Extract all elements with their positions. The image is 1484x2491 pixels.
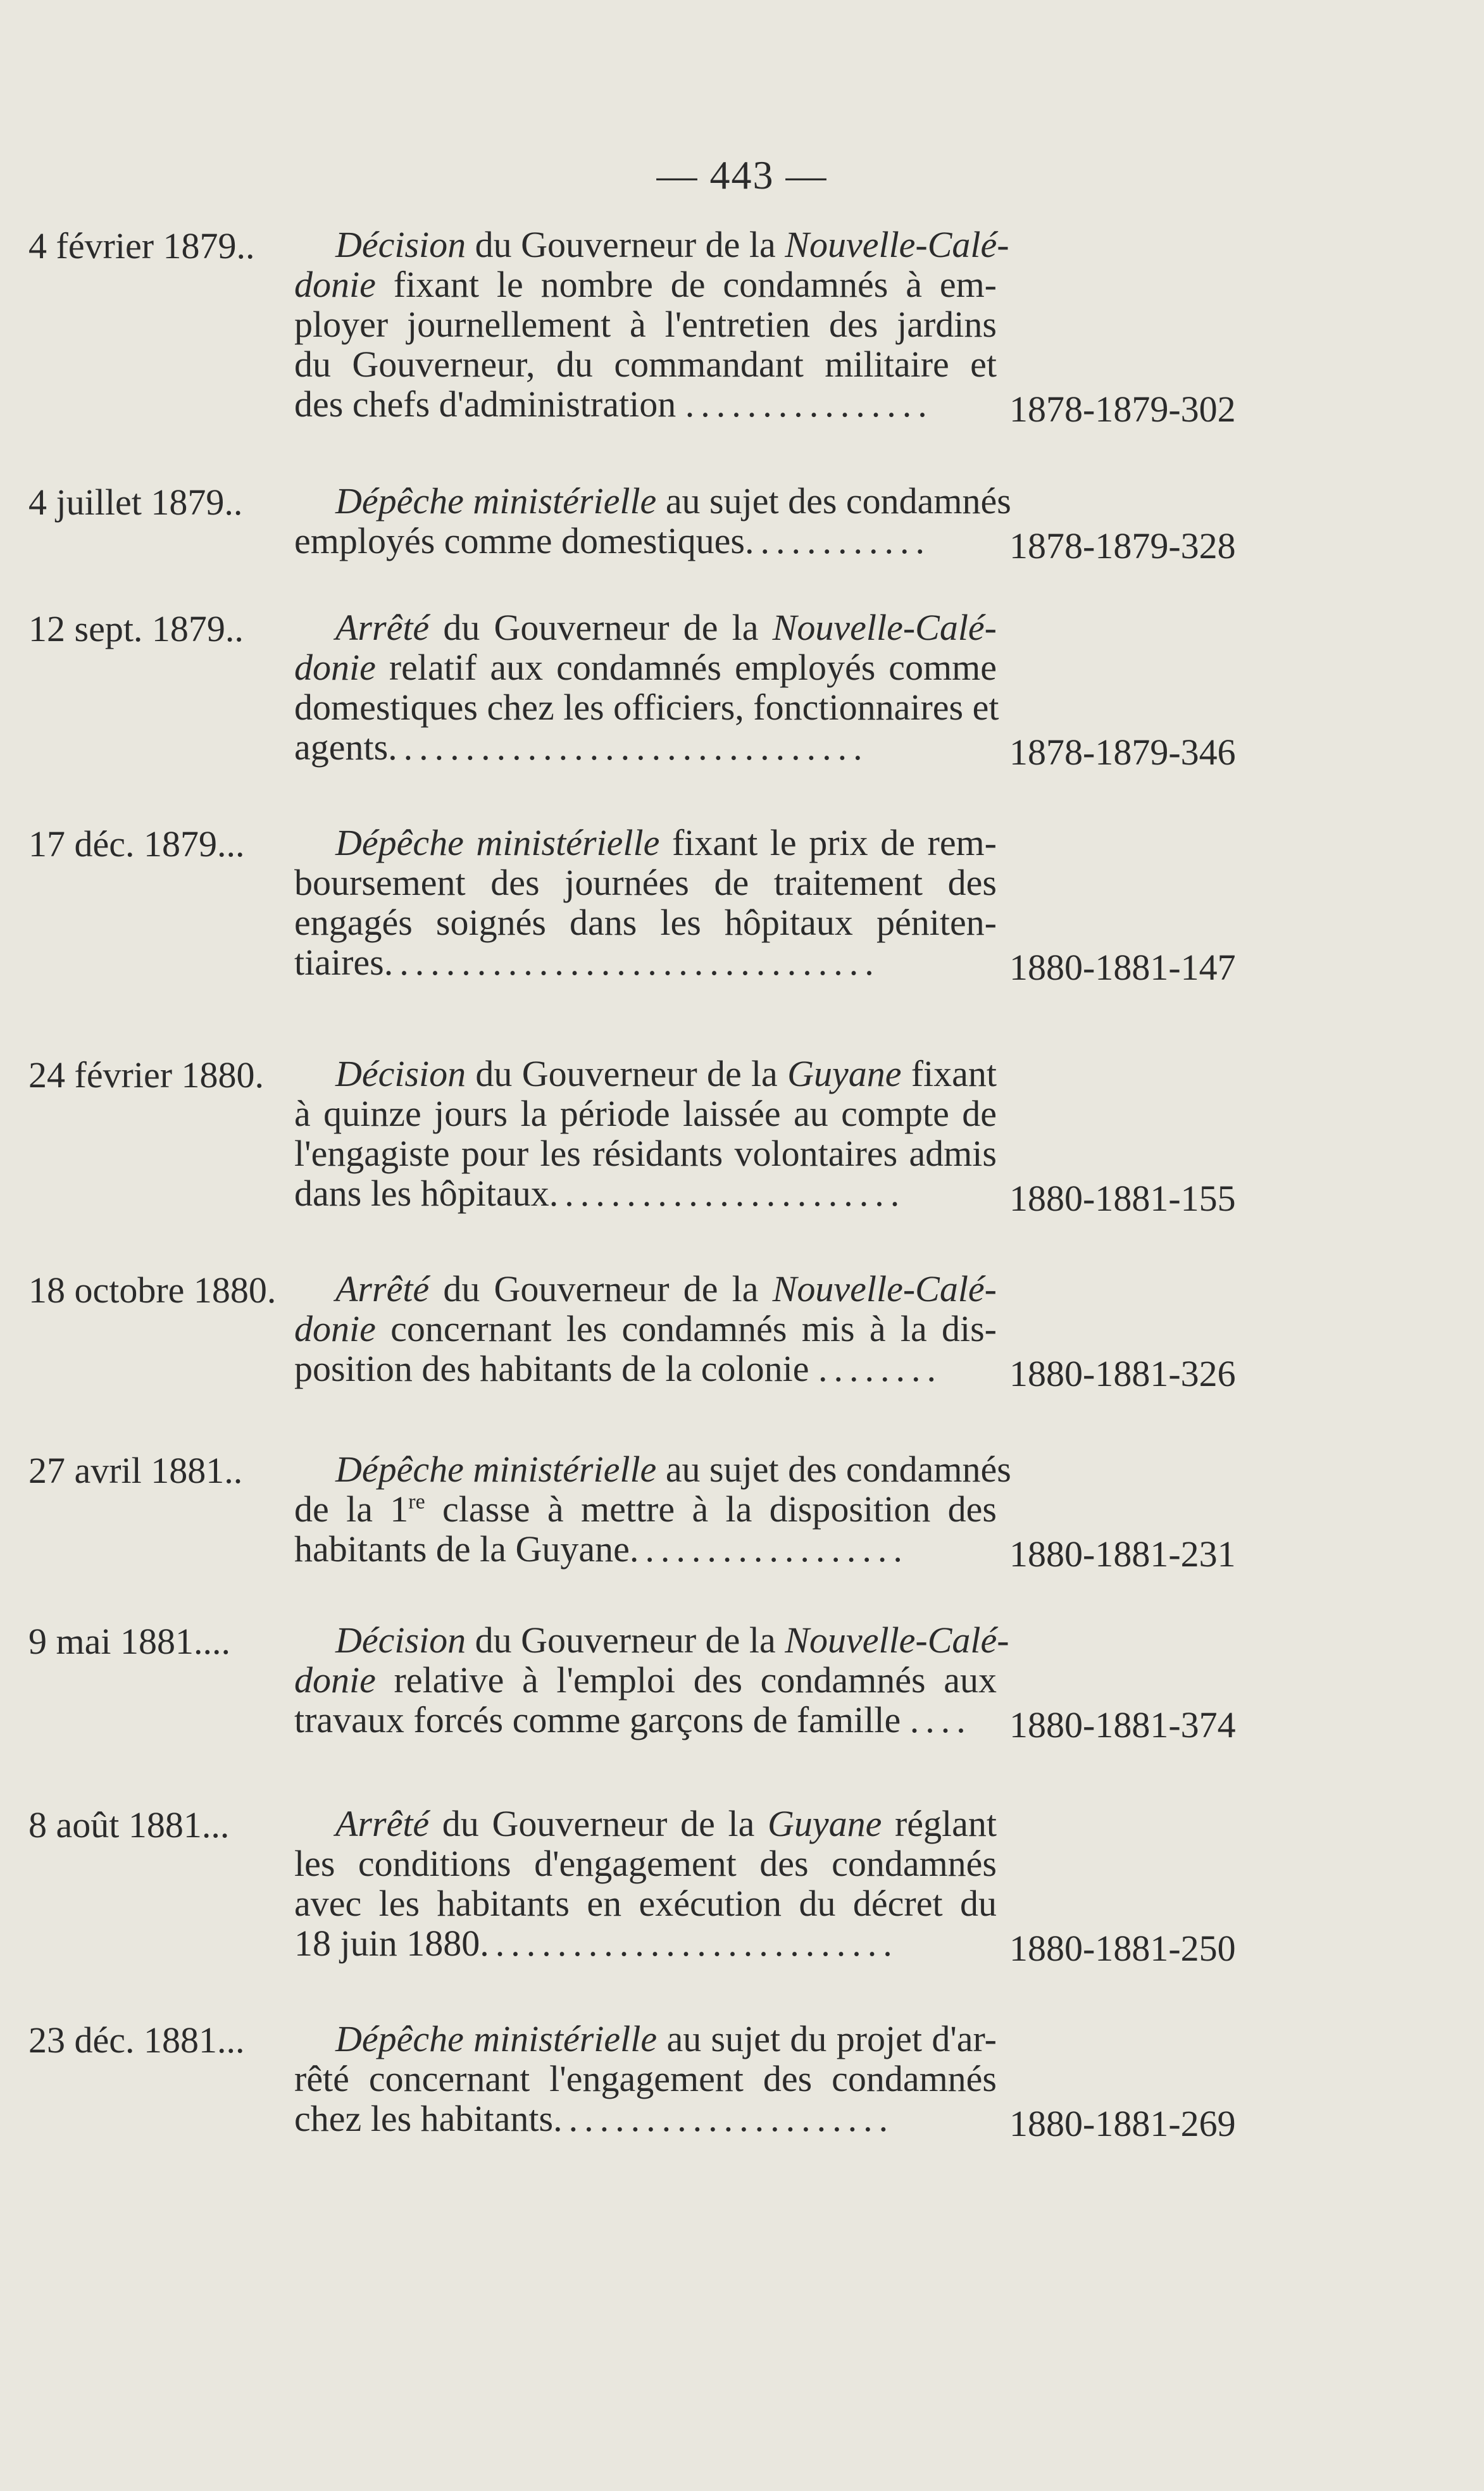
italic-term: Guyane: [767, 1803, 882, 1844]
entry-date: 8 août 1881...: [28, 1804, 230, 1845]
line-text: habitants de la Guyane: [294, 1528, 630, 1570]
entry-date: 24 février 1880.: [28, 1054, 265, 1096]
dot-leader: .......................: [549, 1173, 906, 1213]
line-text: ployer journellement à l'entretien des jardins: [294, 304, 997, 345]
italic-term: Dépêche ministérielle: [335, 1449, 657, 1490]
line-text: Dépêche ministérielle au sujet des condamnés: [335, 1449, 1011, 1490]
italic-term: donie: [294, 264, 376, 305]
line-text: à quinze jours la période laissée au compte de: [294, 1093, 997, 1134]
entry-date: 27 avril 1881..: [28, 1450, 243, 1491]
description-line: [294, 608, 997, 647]
description-line: [294, 1133, 997, 1173]
description-line: [294, 1094, 997, 1133]
line-text: rêté concernant l'engagement des condamnés: [294, 2058, 997, 2099]
italic-term: Nouvelle-Calé-: [785, 1620, 1009, 1661]
line-text: Décision du Gouverneur de la Nouvelle-Calé-: [335, 1620, 1009, 1661]
description-line: [294, 863, 997, 902]
entry-description: [294, 224, 1009, 425]
line-text: Décision du Gouverneur de la Nouvelle-Calé-: [335, 224, 1009, 265]
italic-term: Décision: [335, 224, 466, 265]
italic-term: Nouvelle-Calé-: [772, 1268, 997, 1309]
description-line: [294, 384, 997, 424]
entry-date: 18 octobre 1880.: [28, 1270, 277, 1311]
line-text: donie concernant les condamnés mis à la dis-: [294, 1308, 997, 1349]
description-line: [294, 2019, 997, 2059]
description-line: [294, 942, 997, 982]
entry-date: 9 mai 1881....: [28, 1621, 230, 1662]
italic-term: Décision: [335, 1620, 466, 1661]
line-text: Arrêté du Gouverneur de la Guyane réglant: [335, 1803, 997, 1844]
dot-leader: ............: [744, 521, 931, 561]
dot-leader: ..................: [629, 1529, 909, 1569]
entry-description: [294, 1804, 997, 1963]
description-line: [294, 687, 997, 727]
description-line: [294, 1620, 1009, 1661]
page-number: — 443 —: [656, 153, 828, 197]
dot-leader: ......................: [553, 2099, 895, 2138]
description-line: [294, 1660, 997, 1700]
italic-term: donie: [294, 647, 376, 688]
dot-leader: ................................: [383, 942, 880, 982]
line-text: 18 juin 1880: [294, 1923, 480, 1964]
entry-date: 12 sept. 1879..: [28, 608, 244, 649]
description-line: [294, 2059, 997, 2099]
entry-date: 4 juillet 1879..: [28, 482, 243, 523]
line-text: Décision du Gouverneur de la Guyane fixant: [335, 1053, 997, 1094]
line-text: de la 1re classe à mettre à la disposition des: [294, 1489, 997, 1530]
line-text: donie relative à l'emploi des condamnés aux: [294, 1659, 997, 1701]
entry-description: [294, 480, 1011, 561]
entry-reference: 1880-1881-231: [1009, 1533, 1236, 1575]
line-text: Dépêche ministérielle au sujet du projet d'ar-: [335, 2018, 997, 2059]
line-text: des chefs d'administration: [294, 384, 685, 425]
line-text: travaux forcés comme garçons de famille: [294, 1699, 910, 1740]
entry-description: [294, 823, 997, 982]
entry-date: 23 déc. 1881...: [28, 2020, 245, 2061]
line-text: tiaires: [294, 942, 384, 983]
line-text: du Gouverneur, du commandant militaire et: [294, 344, 997, 385]
line-text: Dépêche ministérielle fixant le prix de rem-: [335, 822, 997, 863]
line-text: donie relatif aux condamnés employés comme: [294, 647, 997, 688]
italic-term: Dépêche ministérielle: [335, 2018, 658, 2059]
italic-term: donie: [294, 1659, 376, 1701]
description-line: [294, 902, 997, 942]
line-text: boursement des journées de traitement des: [294, 862, 997, 903]
entry-reference: 1880-1881-250: [1009, 1928, 1236, 1969]
entry-description: [294, 2019, 997, 2138]
dot-leader: ...............................: [388, 727, 869, 767]
description-line: [294, 1173, 997, 1213]
entry-reference: 1878-1879-328: [1009, 525, 1236, 566]
description-line: [294, 823, 997, 863]
entry-reference: 1878-1879-346: [1009, 732, 1236, 773]
line-text: Arrêté du Gouverneur de la Nouvelle-Calé-: [335, 607, 997, 648]
italic-term: Décision: [335, 1053, 466, 1094]
description-line: [294, 1309, 997, 1349]
italic-term: Dépêche ministérielle: [335, 822, 660, 863]
description-line: [294, 1054, 997, 1094]
line-text: Arrêté du Gouverneur de la Nouvelle-Calé-: [335, 1268, 997, 1309]
entry-reference: 1880-1881-374: [1009, 1704, 1236, 1745]
entry-description: [294, 608, 997, 767]
description-line: [294, 1489, 997, 1529]
dot-leader: ................: [685, 384, 933, 424]
italic-term: Nouvelle-Calé-: [772, 607, 997, 648]
description-line: [294, 1449, 1011, 1490]
description-line: [294, 480, 1011, 521]
dot-leader: ........: [818, 1349, 942, 1389]
entry-description: [294, 1620, 1009, 1740]
line-text: les conditions d'engagement des condamnés: [294, 1843, 997, 1884]
line-text: l'engagiste pour les résidants volontaires admis: [294, 1133, 997, 1174]
italic-term: Arrêté: [335, 1803, 430, 1844]
entry-reference: 1880-1881-326: [1009, 1353, 1236, 1394]
italic-term: Dépêche ministérielle: [335, 480, 657, 521]
line-text: position des habitants de la colonie: [294, 1348, 818, 1389]
entry-reference: 1880-1881-147: [1009, 947, 1236, 988]
entry-reference: 1880-1881-155: [1009, 1178, 1236, 1219]
description-line: [294, 1529, 997, 1569]
entry-date: 17 déc. 1879...: [28, 823, 245, 865]
line-text: chez les habitants: [294, 2098, 554, 2139]
description-line: [294, 727, 997, 767]
description-line: [294, 344, 997, 384]
italic-term: Guyane: [787, 1053, 902, 1094]
description-line: [294, 1883, 997, 1923]
line-text: engagés soignés dans les hôpitaux péniten-: [294, 902, 997, 943]
description-line: [294, 1700, 997, 1740]
superscript: re: [408, 1490, 425, 1514]
description-line: [294, 647, 997, 687]
line-text: agents: [294, 727, 389, 768]
description-line: [294, 1844, 997, 1883]
description-line: [294, 1269, 997, 1309]
entry-description: [294, 1449, 1011, 1570]
entry-reference: 1878-1879-302: [1009, 389, 1236, 430]
italic-term: Arrêté: [335, 607, 430, 648]
line-text: employés comme domestiques: [294, 520, 745, 561]
description-line: [294, 2099, 997, 2138]
line-text: domestiques chez les officiers, fonctionnaires et: [294, 687, 999, 728]
description-line: [294, 304, 997, 344]
dot-leader: ...........................: [480, 1923, 899, 1963]
description-line: [294, 1923, 997, 1963]
entry-date: 4 février 1879..: [28, 225, 255, 266]
line-text: dans les hôpitaux: [294, 1173, 549, 1214]
description-line: [294, 224, 1009, 265]
line-text: donie fixant le nombre de condamnés à em-: [294, 264, 997, 305]
entry-description: [294, 1054, 997, 1213]
italic-term: Nouvelle-Calé-: [785, 224, 1009, 265]
line-text: avec les habitants en exécution du décret du: [294, 1883, 997, 1924]
dot-leader: ....: [909, 1700, 972, 1740]
description-line: [294, 1349, 997, 1389]
description-line: [294, 521, 997, 561]
entry-description: [294, 1269, 997, 1389]
entry-reference: 1880-1881-269: [1009, 2103, 1236, 2144]
italic-term: donie: [294, 1308, 376, 1349]
description-line: [294, 1804, 997, 1844]
description-line: [294, 265, 997, 304]
italic-term: Arrêté: [335, 1268, 430, 1309]
line-text: Dépêche ministérielle au sujet des condamnés: [335, 480, 1011, 521]
